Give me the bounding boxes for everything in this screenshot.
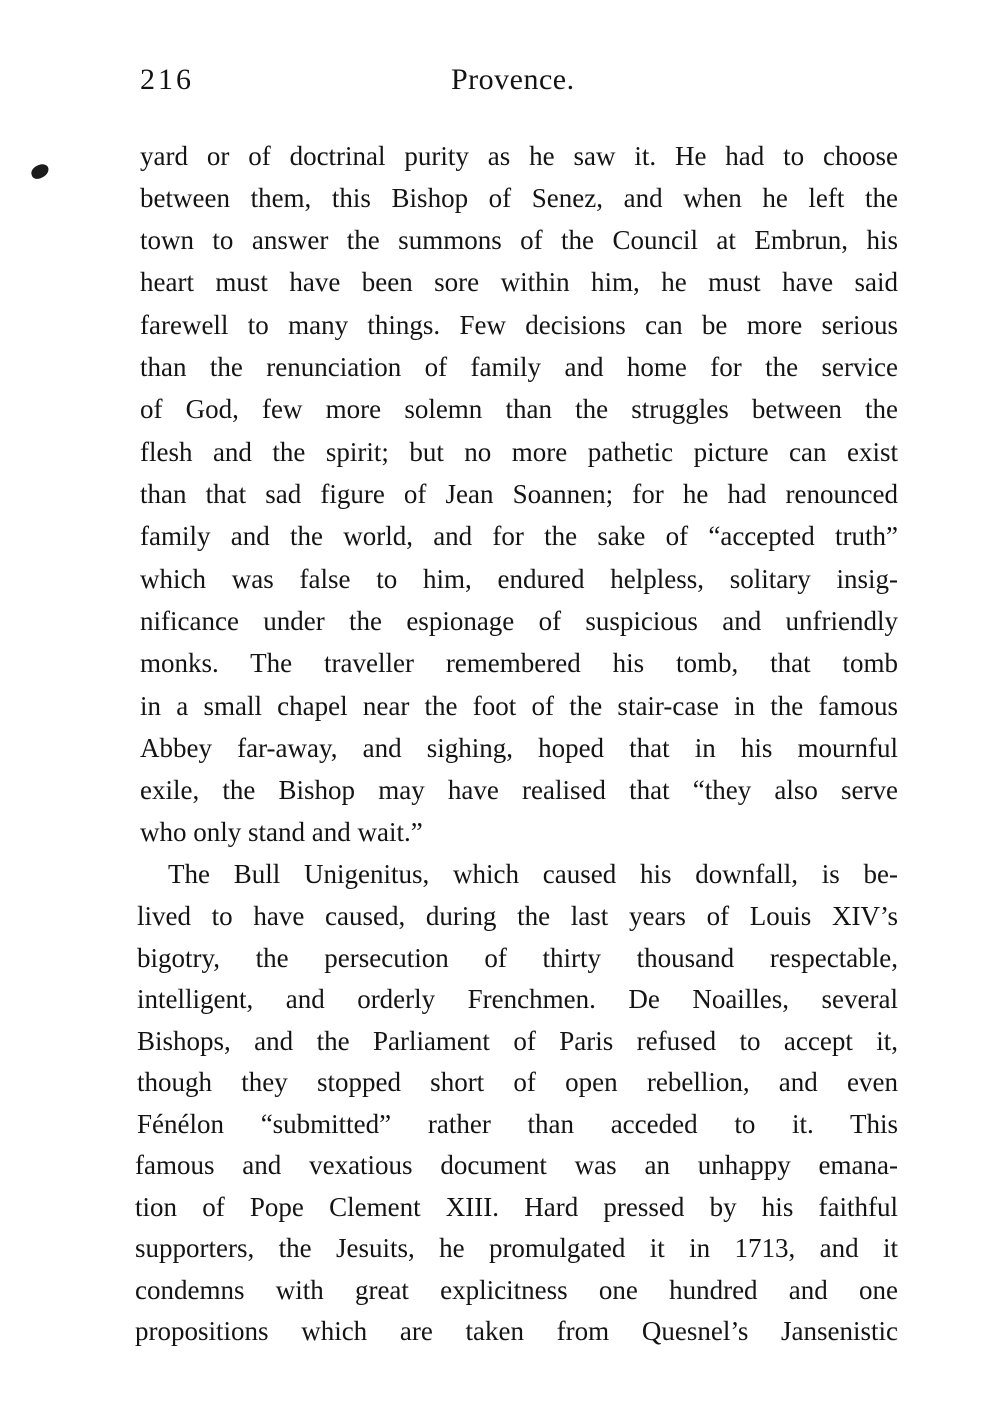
text-line: of God, few more solemn than the struggles between the (140, 394, 898, 424)
text-line: heart must have been sore within him, he must have said (140, 267, 898, 297)
text-line: bigotry, the persecution of thirty thousand respectable, (137, 943, 898, 973)
text-line: The Bull Unigenitus, which caused his downfall, is be- (168, 859, 898, 889)
page-number: 216 (140, 63, 194, 96)
text-line: Fénélon “submitted” rather than acceded to it. This (137, 1109, 898, 1139)
text-line: than that sad figure of Jean Soannen; for he had renounced (140, 479, 898, 509)
text-line: than the renunciation of family and home for the service (140, 352, 898, 382)
text-line: tion of Pope Clement XIII. Hard pressed by his faithful (135, 1192, 898, 1222)
text-line: famous and vexatious document was an unhappy emana- (135, 1150, 898, 1180)
text-line: which was false to him, endured helpless, solitary insig- (140, 564, 898, 594)
text-line: nificance under the espionage of suspicious and unfriendly (140, 606, 898, 636)
text-line: supporters, the Jesuits, he promulgated it in 1713, and it (135, 1233, 898, 1263)
text-line: propositions which are taken from Quesnel’s Jansenistic (135, 1316, 898, 1346)
text-line: exile, the Bishop may have realised that “they also serve (140, 775, 898, 805)
text-line: who only stand and wait.” (140, 817, 423, 847)
text-line: intelligent, and orderly Frenchmen. De Noailles, several (137, 984, 898, 1014)
text-line: condemns with great explicitness one hundred and one (135, 1275, 898, 1305)
text-line: flesh and the spirit; but no more pathetic picture can exist (140, 437, 898, 467)
text-line: between them, this Bishop of Senez, and when he left the (140, 183, 898, 213)
text-line: Bishops, and the Parliament of Paris refused to accept it, (137, 1026, 898, 1056)
text-line: yard or of doctrinal purity as he saw it. He had to choose (140, 141, 898, 171)
text-line: monks. The traveller remembered his tomb, that tomb (140, 648, 898, 678)
ink-blot (29, 162, 50, 180)
text-line: though they stopped short of open rebellion, and even (137, 1067, 898, 1097)
text-line: town to answer the summons of the Council at Embrun, his (140, 225, 898, 255)
text-line: lived to have caused, during the last years of Louis XIV’s (137, 901, 898, 931)
text-line: in a small chapel near the foot of the stair-case in the famous (140, 691, 898, 721)
running-title: Provence. (451, 63, 575, 96)
text-line: farewell to many things. Few decisions can be more serious (140, 310, 898, 340)
text-line: family and the world, and for the sake of “accepted truth” (140, 521, 898, 551)
text-line: Abbey far-away, and sighing, hoped that in his mournful (140, 733, 898, 763)
